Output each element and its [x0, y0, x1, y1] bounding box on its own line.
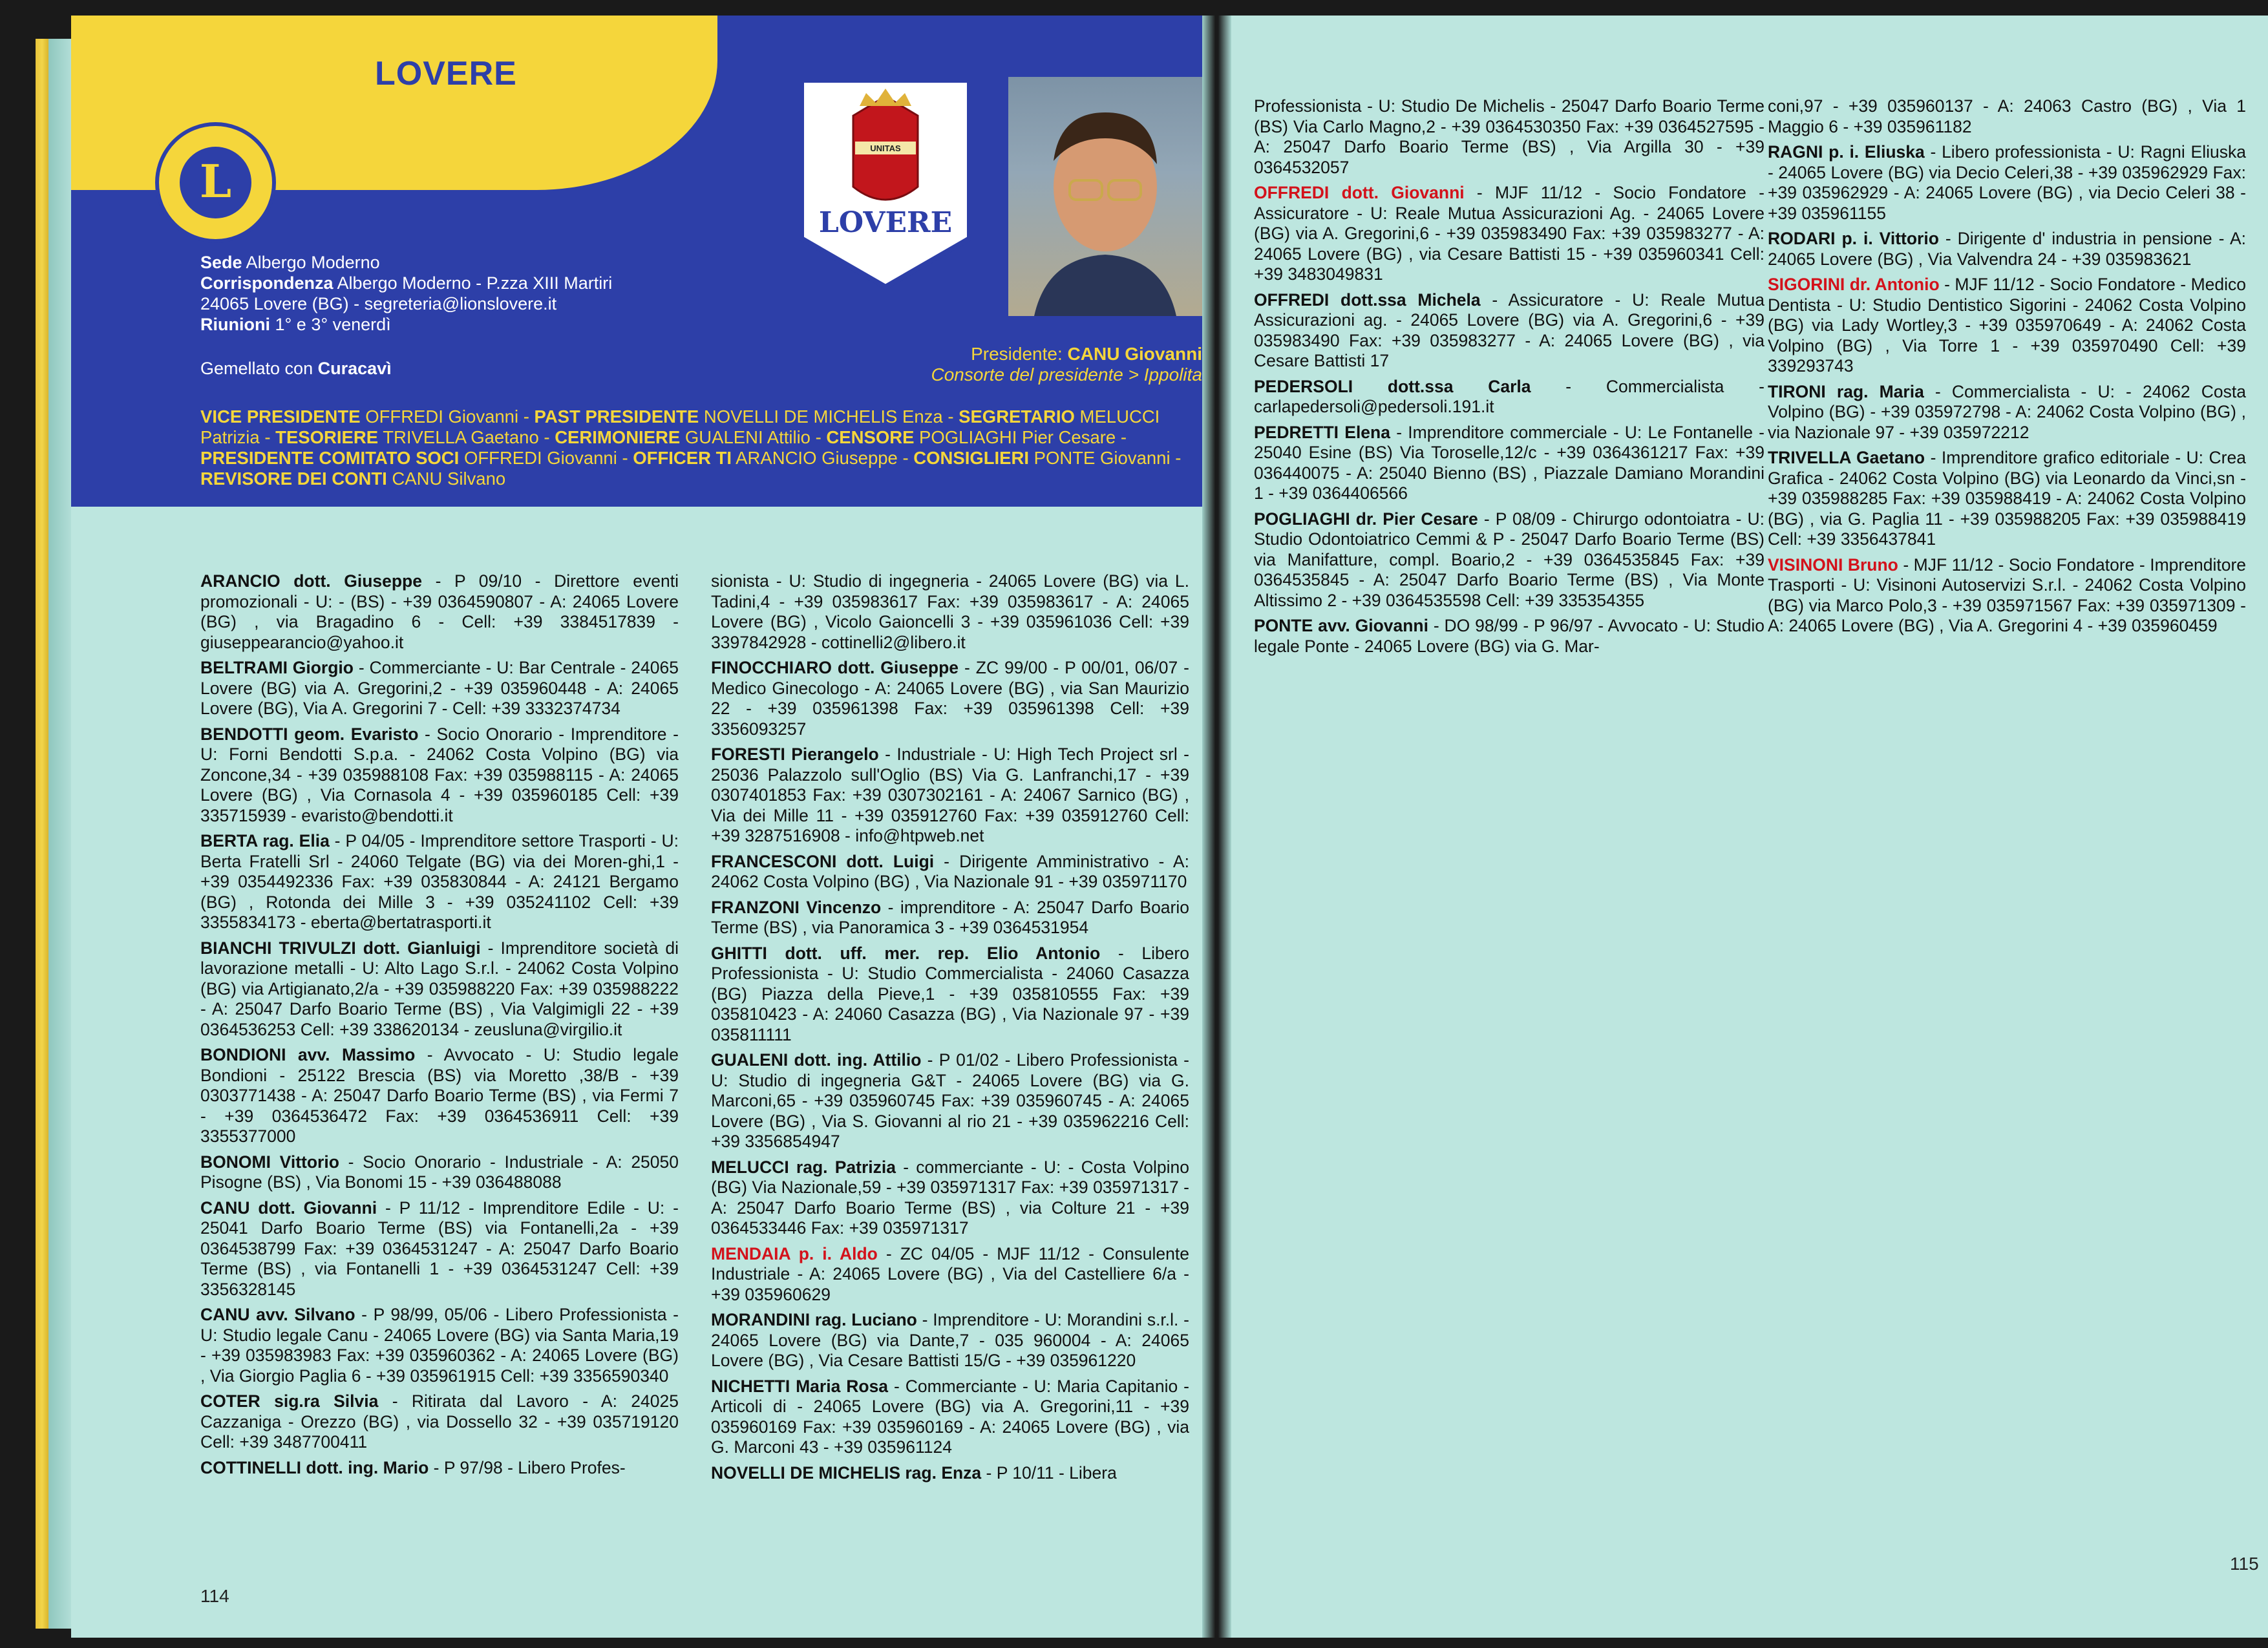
member-name: PEDRETTI Elena — [1254, 422, 1390, 442]
member-entry — [711, 658, 1189, 739]
member-details: - Imprenditore commerciale - U: Le Fontanelle - 25040 Esine (BS) Via Toroselle,12/c - +39 0364361217 Fax: +39 036440075 - A: 25040 Bienno (BS) , Piazzale Damiano Morandini 1 - +39 0364406566 — [1254, 422, 1765, 503]
member-name: GUALENI dott. ing. Attilio — [711, 1050, 922, 1070]
club-title: LOVERE — [375, 55, 517, 92]
page-edge-strip — [36, 39, 48, 1629]
book-gutter — [1202, 16, 1231, 1638]
member-name: BELTRAMI Giorgio — [200, 658, 354, 677]
member-name: MELUCCI rag. Patrizia — [711, 1157, 896, 1177]
member-entry — [1254, 96, 1765, 178]
member-name: ARANCIO dott. Giuseppe — [200, 571, 422, 591]
member-entry — [1768, 96, 2246, 137]
member-details: - P 10/11 - Libera — [981, 1463, 1117, 1483]
member-details: - imprenditore - A: 25047 Darfo Boario Terme (BS) , via Panoramica 3 - +39 0364531954 — [711, 897, 1189, 937]
member-name: BONOMI Vittorio — [200, 1152, 339, 1172]
member-entry — [711, 898, 1189, 938]
gemellato-line: Gemellato con Curacavì — [200, 359, 392, 378]
member-details: - DO 98/99 - P 96/97 - Avvocato - U: Studio legale Ponte - 24065 Lovere (BG) via G. Mar- — [1254, 616, 1765, 656]
officer-name: POGLIAGHI Pier Cesare - — [914, 427, 1127, 447]
member-details: Professionista - U: Studio De Michelis - 25047 Darfo Boario Terme (BS) Via Carlo Magno,2 - +39 0364530350 Fax: +39 0364527595 - A: 25047 Darfo Boario Terme (BS) , Via Argilla 30 - +39 0364532057 — [1254, 96, 1765, 177]
member-entry — [200, 938, 679, 1041]
member-details: - P 98/99, 05/06 - Libero Professionista - U: Studio legale Canu - 24065 Lovere (BG) via Santa Maria,19 - +39 035983983 Fax: +39 035960362 - A: 24065 Lovere (BG) , Via Giorgio Paglia 6 - +39 035961915 Cell: +39 3356590340 — [200, 1305, 679, 1386]
member-details: - ZC 99/00 - P 00/01, 06/07 - Medico Ginecologo - A: 24065 Lovere (BG) , via San Maurizio 22 - +39 035961398 Fax: +39 035961398 Cell: +39 3356093257 — [711, 658, 1190, 739]
right-page — [1231, 16, 2268, 1638]
pennant-motto: UNITAS — [870, 143, 901, 153]
president-name: CANU Giovanni — [1067, 344, 1202, 364]
pennant-text: LOVERE — [818, 206, 953, 239]
club-address: 24065 Lovere (BG) - segreteria@lionslovere.it — [200, 294, 557, 313]
member-details: - Avvocato - U: Studio legale Bondioni - 25122 Brescia (BS) via Moretto ,38/B - +39 0303771438 - A: 25047 Darfo Boario Terme (BS) , via Fermi 7 - +39 0364536472 Fax: +39 0364536911 Cell: +39 3355377000 — [200, 1045, 679, 1146]
member-name: BONDIONI avv. Massimo — [200, 1045, 416, 1064]
president-label: Presidente: — [971, 344, 1068, 364]
officer-role: OFFICER TI — [633, 448, 732, 468]
member-details: - Ritirata dal Lavoro - A: 24025 Cazzaniga - Orezzo (BG) , via Dossello 32 - +39 035719120 Cell: +39 3487700411 — [200, 1391, 679, 1452]
member-details: - MJF 11/12 - Socio Fondatore - Imprenditore Trasporti - U: Visinoni Autoservizi S.r.l. - 24062 Costa Volpino (BG) via Marco Polo,3 - +39 035971567 Fax: +39 035971309 - A: 24065 Lovere (BG) , Via A. Gregorini 4 - +39 035960459 — [1768, 555, 2247, 635]
member-details: coni,97 - +39 035960137 - A: 24063 Castro (BG) , Via 1 Maggio 6 - +39 035961182 — [1768, 96, 2246, 136]
member-entry — [711, 852, 1189, 893]
member-details: - MJF 11/12 - Socio Fondatore - Medico Dentista - U: Studio Dentistico Sigorini - 24062 Costa Volpino (BG) via Lady Wortley,3 - +39 035970649 - A: 24062 Costa Volpino (BG) , Via Torre 1 - +39 035970490 Cell: +39 339293743 — [1768, 275, 2246, 375]
member-entry — [1768, 142, 2246, 224]
member-name: TIRONI rag. Maria — [1768, 381, 1924, 401]
member-details: - Commerciante - U: Maria Capitanio - Articoli di - 24065 Lovere (BG) via A. Gregorini,11 - +39 035960169 Fax: +39 035960169 - A: 24065 Lovere (BG) , via G. Marconi 43 - +39 035961124 — [711, 1376, 1189, 1457]
member-entry — [711, 745, 1189, 847]
officer-name: OFFREDI Giovanni - — [360, 407, 535, 427]
member-entry — [200, 1391, 679, 1453]
member-details: - P 09/10 - Direttore eventi promozionali - U: - (BS) - +39 0364590807 - A: 24065 Lovere (BG) , via Bragadino 6 - Cell: +39 3384517839 - giuseppearancio@yahoo.it — [200, 571, 679, 652]
member-name: CANU dott. Giovanni — [200, 1198, 377, 1218]
member-name: NOVELLI DE MICHELIS rag. Enza — [711, 1463, 982, 1483]
member-name: OFFREDI dott.ssa Michela — [1254, 290, 1481, 310]
member-entry — [200, 724, 679, 827]
member-name: PONTE avv. Giovanni — [1254, 616, 1428, 635]
member-entry — [200, 1458, 679, 1479]
member-entry — [1768, 275, 2246, 377]
member-name: BIANCHI TRIVULZI dott. Gianluigi — [200, 938, 481, 958]
member-details: - Imprenditore grafico editoriale - U: Crea Grafica - 24062 Costa Volpino (BG) via Leonardo da Vinci,sn - +39 035988285 Fax: +39 035988419 - A: 24062 Costa Volpino (BG) , via G. Paglia 11 - +39 035988205 Fax: +39 035988419 Cell: +39 3356437841 — [1768, 448, 2246, 549]
club-header-band — [71, 16, 1202, 507]
member-entry — [1254, 509, 1765, 611]
member-entry — [711, 1310, 1189, 1371]
member-entry — [200, 1045, 679, 1147]
member-name: POGLIAGHI dr. Pier Cesare — [1254, 509, 1478, 529]
member-details: - Commercialista - carlapedersoli@pedersoli.191.it — [1254, 376, 1765, 416]
officer-name: MELUCCI Patrizia - — [200, 407, 1160, 447]
member-name: RAGNI p. i. Eliuska — [1768, 142, 1925, 162]
member-entry — [200, 658, 679, 719]
member-details: - Industriale - U: High Tech Project srl - 25036 Palazzolo sull'Oglio (BS) Via G. Lanfranchi,17 - +39 0307401853 Fax: +39 0307302161 - A: 24067 Sarnico (BG) , Via dei Mille 11 - +39 035912760 Fax: +39 035912760 Cell: +39 3287516908 - info@htpweb.net — [711, 745, 1189, 845]
president-block — [931, 344, 1203, 385]
member-entry — [200, 1198, 679, 1300]
member-entry — [711, 1377, 1189, 1458]
member-entry — [1768, 555, 2246, 637]
member-entry — [711, 1463, 1189, 1484]
member-entry — [1768, 448, 2246, 550]
member-details: - ZC 04/05 - MJF 11/12 - Consulente Industriale - A: 24065 Lovere (BG) , Via del Castelliere 6/a - +39 035960629 — [711, 1243, 1189, 1304]
member-name: MORANDINI rag. Luciano — [711, 1310, 917, 1329]
officer-name: OFFREDI Giovanni - — [459, 448, 633, 468]
officer-name: CANU Silvano — [387, 469, 506, 489]
member-details: - Assicuratore - U: Reale Mutua Assicurazioni ag. - 24065 Lovere (BG) via A. Gregorini,6 - +39 035983490 Fax: +39 035983277 - A: 24065 Lovere (BG) , via Cesare Battisti 17 — [1254, 290, 1765, 370]
member-details: - Imprenditore società di lavorazione metalli - U: Alto Lago S.r.l. - 24062 Costa Volpino (BG) via Artigianato,2/a - +39 035988220 Fax: +39 035988222 - A: 25047 Darfo Boario Terme (BS) , Via Valgimigli 22 - +39 0364536253 Cell: +39 338620134 - zeusluna@virgilio.it — [200, 938, 679, 1039]
member-entry — [200, 831, 679, 933]
members-column-1 — [200, 571, 679, 1483]
officer-role: VICE PRESIDENTE — [200, 407, 361, 427]
member-name: BERTA rag. Elia — [200, 831, 330, 850]
member-details: - Commerciante - U: Bar Centrale - 24065 Lovere (BG) via A. Gregorini,2 - +39 035960448 - A: 24065 Lovere (BG), Via A. Gregorini 7 - Cell: +39 3332374734 — [200, 658, 679, 718]
member-entry — [1254, 616, 1765, 657]
officer-name: ARANCIO Giuseppe - — [732, 448, 914, 468]
member-name: MENDAIA p. i. Aldo — [711, 1243, 878, 1263]
officer-name: PONTE Giovanni - — [1029, 448, 1182, 468]
officer-role: CONSIGLIERI — [913, 448, 1030, 468]
member-details: - commerciante - U: - Costa Volpino (BG) Via Nazionale,59 - +39 035971317 Fax: +39 035971317 - A: 25047 Darfo Boario Terme (BS) , via Colture 21 - +39 0364533446 Fax: +39 035971317 — [711, 1157, 1189, 1238]
member-name: OFFREDI dott. Giovanni — [1254, 183, 1465, 202]
member-details: - Socio Onorario - Imprenditore - U: Forni Bendotti S.p.a. - 24062 Costa Volpino (BG) via Zoncone,34 - +39 035988108 Fax: +39 035988115 - A: 24065 Lovere (BG) , Via Cornasola 4 - +39 035960185 Cell: +39 335715939 - evaristo@bendotti.it — [200, 724, 679, 825]
member-details: - P 08/09 - Chirurgo odontoiatra - U: Studio Odontoiatrico Cemmi & P - 25047 Darfo Boario Terme (BS) via Manifatture, compl. Boario,2 - +39 0364535845 Fax: +39 0364535845 - A: 25047 Darfo Boario Terme (BS) , Via Monte Altissimo 2 - +39 0364535598 Cell: +39 335354355 — [1254, 509, 1765, 610]
member-name: PEDERSOLI dott.ssa Carla — [1254, 376, 1531, 396]
officer-role: CENSORE — [826, 427, 915, 447]
member-details: - P 97/98 - Libero Profes- — [429, 1457, 626, 1477]
member-details: - P 11/12 - Imprenditore Edile - U: - 25041 Darfo Boario Terme (BS) via Fontanelli,2a - +39 0364538799 Fax: +39 0364531247 - A: 25047 Darfo Boario Terme (BS) , via Fontanelli 1 - +39 0364531247 Cell: +39 3356328145 — [200, 1198, 679, 1299]
officer-role: PRESIDENTE COMITATO SOCI — [200, 448, 460, 468]
member-name: NICHETTI Maria Rosa — [711, 1376, 889, 1396]
member-name: VISINONI Bruno — [1768, 555, 1898, 575]
officer-role: PAST PRESIDENTE — [534, 407, 699, 427]
member-details: - MJF 11/12 - Socio Fondatore - Assicuratore - U: Reale Mutua Assicurazioni Ag. - 24065 Lovere (BG) via A. Gregorini,6 - +39 035983490 Fax: +39 035983277 - A: 24065 Lovere (BG) , via Cesare Battisti 15 - +39 035960341 Cell: +39 3483049831 — [1254, 183, 1765, 284]
officer-role: SEGRETARIO — [959, 407, 1075, 427]
member-name: FINOCCHIARO dott. Giuseppe — [711, 658, 959, 677]
member-details: - Socio Onorario - Industriale - A: 25050 Pisogne (BS) , Via Bonomi 15 - +39 036488088 — [200, 1152, 679, 1192]
officer-name: GUALENI Attilio - — [680, 427, 827, 447]
member-details: - Libero professionista - U: Ragni Eliuska - 24065 Lovere (BG) via Decio Celeri,38 - +39 035962929 Fax: +39 035962929 - A: 24065 Lovere (BG) , via Decio Celeri 38 - +39 035961155 — [1768, 142, 2246, 223]
sede-line: Sede Albergo Moderno — [200, 253, 380, 272]
member-entry — [200, 1305, 679, 1386]
member-name: FRANCESCONI dott. Luigi — [711, 851, 935, 871]
page-edge-strip — [48, 39, 71, 1629]
president-photo — [1008, 77, 1202, 316]
member-details: - Dirigente Amministrativo - A: 24062 Costa Volpino (BG) , Via Nazionale 91 - +39 035971170 — [711, 851, 1189, 891]
member-entry — [711, 1050, 1189, 1152]
officer-role: TESORIERE — [275, 427, 379, 447]
member-details: - P 01/02 - Libero Professionista - U: Studio di ingegneria G&T - 24065 Lovere (BG) via G. Marconi,65 - +39 035960745 Fax: +39 035960745 - A: 24065 Lovere (BG) , Via S. Giovanni al rio 21 - +39 035962216 Cell: +39 3356854947 — [711, 1050, 1189, 1151]
member-name: FRANZONI Vincenzo — [711, 897, 882, 917]
member-entry — [711, 944, 1189, 1046]
members-column-2 — [711, 571, 1189, 1488]
left-page — [71, 16, 1202, 1638]
member-name: FORESTI Pierangelo — [711, 745, 879, 764]
member-entry — [711, 1157, 1189, 1239]
member-details: sionista - U: Studio di ingegneria - 24065 Lovere (BG) via L. Tadini,4 - +39 035983617 Fax: +39 035983617 - A: 24065 Lovere (BG) , Vicolo Gaioncelli 3 - +39 035961036 Cell: +39 3397842928 - cottinelli2@libero.it — [711, 571, 1189, 652]
members-column-4 — [1768, 96, 2246, 642]
page-number-left: 114 — [200, 1586, 229, 1606]
member-entry — [711, 571, 1189, 653]
riunioni-line: Riunioni 1° e 3° venerdì — [200, 315, 391, 334]
corrispondenza-line: Corrispondenza Albergo Moderno - P.zza XIII Martiri — [200, 273, 613, 293]
member-name: COTER sig.ra Silvia — [200, 1391, 379, 1411]
member-name: SIGORINI dr. Antonio — [1768, 275, 1940, 294]
lions-logo: L — [155, 122, 276, 243]
member-entry — [1254, 183, 1765, 285]
member-details: - Libero Professionista - U: Studio Commercialista - 24060 Casazza (BG) Piazza della Pieve,1 - +39 035810555 Fax: +39 035810423 - A: 24060 Casazza (BG) , Via Nazionale 97 - +39 035811111 — [711, 943, 1189, 1044]
member-name: CANU avv. Silvano — [200, 1305, 355, 1324]
member-entry — [200, 571, 679, 653]
member-name: RODARI p. i. Vittorio — [1768, 229, 1939, 248]
member-entry — [200, 1152, 679, 1193]
member-name: BENDOTTI geom. Evaristo — [200, 724, 419, 744]
officer-role: CERIMONIERE — [555, 427, 681, 447]
officer-name: NOVELLI DE MICHELIS Enza - — [699, 407, 959, 427]
officers-list — [200, 407, 1189, 489]
member-entry — [711, 1244, 1189, 1305]
page-number-right: 115 — [2230, 1554, 2259, 1574]
member-name: GHITTI dott. uff. mer. rep. Elio Antonio — [711, 943, 1101, 963]
member-entry — [1254, 290, 1765, 372]
member-details: - Dirigente d' industria in pensione - A: 24065 Lovere (BG) , Via Valvendra 24 - +39 035983621 — [1768, 229, 2246, 269]
member-name: TRIVELLA Gaetano — [1768, 448, 1925, 467]
officer-role: REVISORE DEI CONTI — [200, 469, 387, 489]
member-entry — [1768, 229, 2246, 269]
member-entry — [1254, 377, 1765, 417]
officer-name: TRIVELLA Gaetano - — [378, 427, 555, 447]
member-entry — [1768, 382, 2246, 443]
members-column-3 — [1254, 96, 1765, 662]
consorte-line: Consorte del presidente > Ippolita — [931, 364, 1202, 385]
member-details: - Imprenditore - U: Morandini s.r.l. - 24065 Lovere (BG) via Dante,7 - 035 960004 - A: 24065 Lovere (BG) , Via Cesare Battisti 15/G - +39 035961220 — [711, 1310, 1190, 1370]
club-pennant-image — [798, 77, 973, 290]
member-details: - P 04/05 - Imprenditore settore Trasporti - U: Berta Fratelli Srl - 24060 Telgate (BG) via dei Moren-ghi,1 - +39 0354492336 Fax: +39 035830844 - A: 24121 Bergamo (BG) , Rotonda dei Mille 3 - +39 035241102 Cell: +39 3355834173 - eberta@bertatrasporti.it — [200, 831, 679, 932]
member-entry — [1254, 423, 1765, 504]
member-name: COTTINELLI dott. ing. Mario — [200, 1457, 429, 1477]
member-details: - Commercialista - U: - 24062 Costa Volpino (BG) - +39 035972798 - A: 24062 Costa Volpino (BG) , via Nazionale 97 - +39 035972212 — [1768, 381, 2246, 442]
